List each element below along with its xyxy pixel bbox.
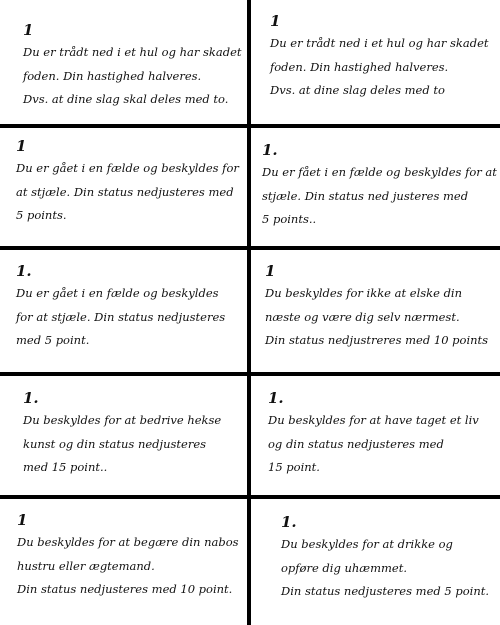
card-text-line: hustru eller ægtemand. [17,558,155,573]
card-text-line: stjæle. Din status ned justeres med [262,188,469,203]
card [16,262,256,353]
card-number: 1 [23,21,34,39]
card-text-line: næste og være dig selv nærmest. [265,309,460,324]
card-text-line: 5 points. [16,208,67,222]
card-text-line: Din status nedjusteres med 5 point. [281,584,490,598]
card-text-line: Du er trådt ned i et hul og har skadet [270,36,489,50]
card-text-line: opføre dig uhæmmet. [281,560,407,575]
card [265,262,500,353]
card-number: 1. [281,513,297,531]
card-text-line: 15 point. [268,460,320,474]
card-number: 1. [16,262,32,280]
card-text-line: kunst og din status nedjusteres [23,436,207,451]
card-text-line: og din status nedjusteres med [268,436,444,451]
card-text-line: for at stjæle. Din status nedjusteres [16,309,226,324]
card [268,389,500,480]
card-text-line: Du beskyldes for at begære din nabos [17,535,239,549]
card-text-line: Dvs. at dine slag skal deles med to. [23,92,229,106]
card [23,21,263,112]
card-text-line: Du beskyldes for at have taget et liv [268,413,479,427]
card-text-line: Du beskyldes for at drikke og [281,537,453,551]
card-number: 1. [23,389,39,407]
horizontal-divider-3 [0,372,500,376]
card-text-line: Du er trådt ned i et hul og har skadet [23,45,242,59]
card-text-line: foden. Din hastighed halveres. [270,59,449,74]
card-number: 1. [268,389,284,407]
card-text-line: 5 points.. [262,212,317,226]
card-text-line: at stjæle. Din status nedjusteres med [16,184,234,199]
card-number: 1 [17,511,28,529]
horizontal-divider-4 [0,495,500,499]
card-text-line: med 15 point.. [23,460,108,474]
card-text-line: med 5 point. [16,333,90,347]
horizontal-divider-2 [0,246,500,250]
card-text-line: Du er gået i en fælde og beskyldes [16,286,219,300]
card-text-line: Du er fået i en fælde og beskyldes for at [262,165,497,179]
card-number: 1. [262,141,278,159]
card [281,513,500,604]
card-text-line: Dvs. at dine slag deles med to [270,83,445,97]
card [270,12,500,103]
card-text-line: Du beskyldes for ikke at elske din [265,286,463,300]
card-number: 1 [16,137,27,155]
card-text-line: foden. Din hastighed halveres. [23,68,202,83]
card-text-line: Du beskyldes for at bedrive hekse [23,413,222,427]
card-number: 1 [270,12,281,30]
card [16,137,256,228]
horizontal-divider-1 [0,124,500,128]
card-text-line: Din status nedjustreres med 10 points [265,333,489,347]
card-text-line: Din status nedjusteres med 10 point. [17,582,233,596]
card-number: 1 [265,262,276,280]
card [17,511,257,602]
card-text-line: Du er gået i en fælde og beskyldes for [16,161,239,175]
card [23,389,263,480]
card [262,141,500,232]
